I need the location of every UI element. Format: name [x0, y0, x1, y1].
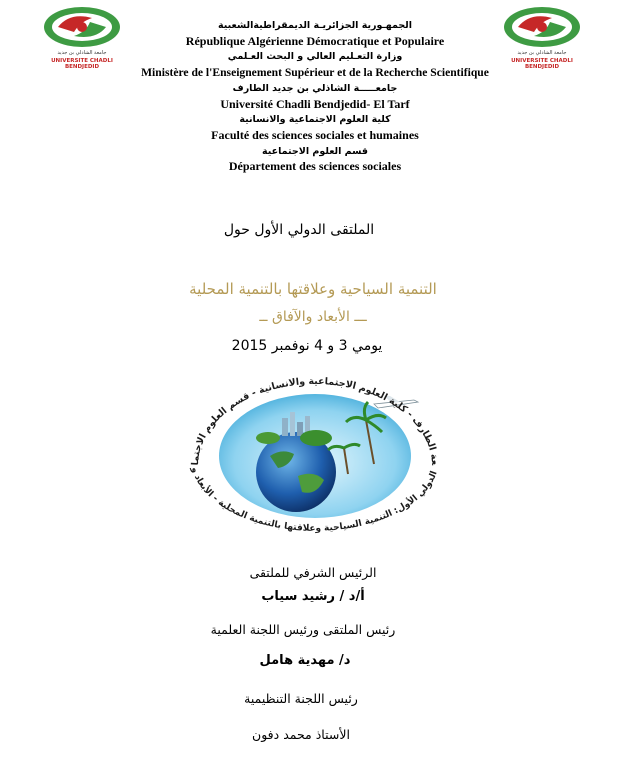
logo-arabic-caption: جامعة الشاذلي بن جديد — [57, 50, 107, 56]
conference-emblem-graphic — [178, 356, 452, 548]
university-logo-left — [40, 4, 124, 70]
header-line-university-ar: جامعـــــة الشاذلي بن جديد الطارف — [232, 82, 398, 94]
event-dates: يومي 3 و 4 نوفمبر 2015 — [231, 338, 383, 354]
header-line-department-fr: Département des sciences sociales — [228, 159, 402, 174]
honorary-president-name: أ/د / رشيد سياب — [261, 589, 365, 604]
event-intro: الملتقى الدولي الأول حول — [223, 222, 375, 238]
header-line-university-fr: Université Chadli Bendjedid- El Tarf — [220, 96, 410, 111]
logo-french-caption: UNIVERSITE CHADLI BENDJEDID — [511, 58, 573, 70]
event-subtitle: ـــ الأبعاد والآفاق ــ — [259, 309, 367, 325]
conference-president-role: رئيس الملتقى ورئيس اللجنة العلمية — [210, 622, 396, 637]
logo-arabic-caption: جامعة الشاذلي بن جديد — [517, 50, 567, 56]
greenery-icon — [300, 430, 332, 446]
university-emblem-icon — [500, 4, 584, 50]
university-emblem-icon — [40, 4, 124, 50]
organizing-committee-name: الأستاذ محمد دفون — [252, 727, 350, 742]
header-line-republic-fr: République Algérienne Démocratique et Populaire — [185, 33, 445, 48]
header-line-faculty-ar: كلية العلوم الاجتماعية والانسانية — [239, 114, 391, 126]
emblem-bottom-arc-text: الدولي الأول: التنمية السياحية وعلاقتها بالتنمية المحلية - الأبعاد و — [188, 465, 440, 534]
event-title: التنمية السياحية وعلاقتها بالتنمية المحلية — [189, 280, 437, 298]
header-line-republic-ar: الجمهـورية الجزائريـة الديمقراطيةالشعبية — [217, 20, 413, 31]
honorary-president-role: الرئيس الشرفي للملتقى — [249, 565, 377, 580]
header-line-ministry-ar: وزارة التعـليم العالي و البحث العـلمي — [227, 51, 403, 63]
header-line-faculty-fr: Faculté des sciences sociales et humaines — [211, 127, 419, 142]
institution-header — [120, 18, 510, 175]
skyline-icon — [282, 418, 288, 436]
logo-french-caption: UNIVERSITE CHADLI BENDJEDID — [51, 58, 113, 70]
conference-emblem — [178, 356, 452, 548]
conference-president-name: د/ مهدية هامل — [259, 653, 351, 668]
university-logo-right — [500, 4, 584, 70]
emblem-top-arc-text: عة الطارف - كلية العلوم الاجتماعية والانسانية - قسم العلوم الاجتماعية — [189, 375, 441, 466]
header-line-ministry-fr: Ministère de l'Enseignement Supérieur et de la Recherche Scientifique — [141, 66, 489, 80]
organizing-committee-role: رئيس اللجنة التنظيمية — [244, 691, 358, 706]
header-line-department-ar: قسم العلوم الاجتماعية — [261, 145, 369, 157]
